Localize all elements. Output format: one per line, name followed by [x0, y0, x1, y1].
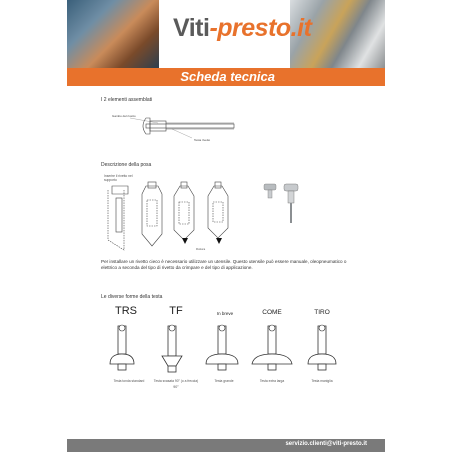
- title-bar: [67, 68, 385, 86]
- rivet-photo: [262, 180, 312, 228]
- type-large-caption: Testa grande: [214, 379, 234, 383]
- type-tiro-label: TIRO: [314, 309, 330, 316]
- rupture-caption: Rottura: [196, 247, 206, 251]
- brand-main: Viti: [173, 14, 210, 42]
- type-large-label: In breve: [216, 311, 234, 316]
- insert-note: Inserire il rivetto nel supporto: [104, 174, 133, 182]
- type-tf-caption: Testa svasata 90° (o a freccia): [153, 379, 199, 383]
- rivet-assembly-diagram: [110, 108, 240, 146]
- brand-logo: [173, 14, 311, 43]
- type-tf-label: TF: [169, 305, 183, 317]
- type-tiro-caption: Testa maniglia: [311, 379, 333, 383]
- installation-heading: Descrizione della posa: [101, 162, 152, 168]
- tools-photo: [67, 0, 159, 68]
- installation-steps-diagram: [102, 180, 242, 252]
- brand-accent: -presto.it: [209, 14, 312, 42]
- installation-paragraph: Per installare un rivetto cieco è necessario utilizzare un utensile. Questo utensile può essere manuale, oleopneumatico o elettrico a seconda del tipo di rivetto da crimpare e del tipo di applicazione.: [101, 259, 347, 271]
- head-shapes-diagram: [104, 320, 354, 380]
- type-trs-label: TRS: [115, 305, 137, 317]
- type-tf-angle: 90°: [173, 385, 179, 389]
- header-banner: [67, 0, 385, 68]
- head-shapes-heading: Le diverse forme della testa: [101, 294, 163, 300]
- type-come-caption: Testa extra larga: [259, 379, 285, 383]
- type-trs-caption: Testa tonda standard: [113, 379, 145, 383]
- footer-bar: [67, 439, 385, 452]
- head-label: Testa rivetto: [194, 138, 211, 142]
- footer-email-link[interactable]: servizio.clienti@viti-presto.it: [285, 441, 367, 447]
- stem-label: Gambo del rivetto: [112, 114, 136, 118]
- elements-heading: I 2 elementi assemblati: [101, 97, 153, 103]
- type-come-label: COME: [262, 309, 282, 316]
- page-title: Scheda tecnica: [180, 69, 275, 84]
